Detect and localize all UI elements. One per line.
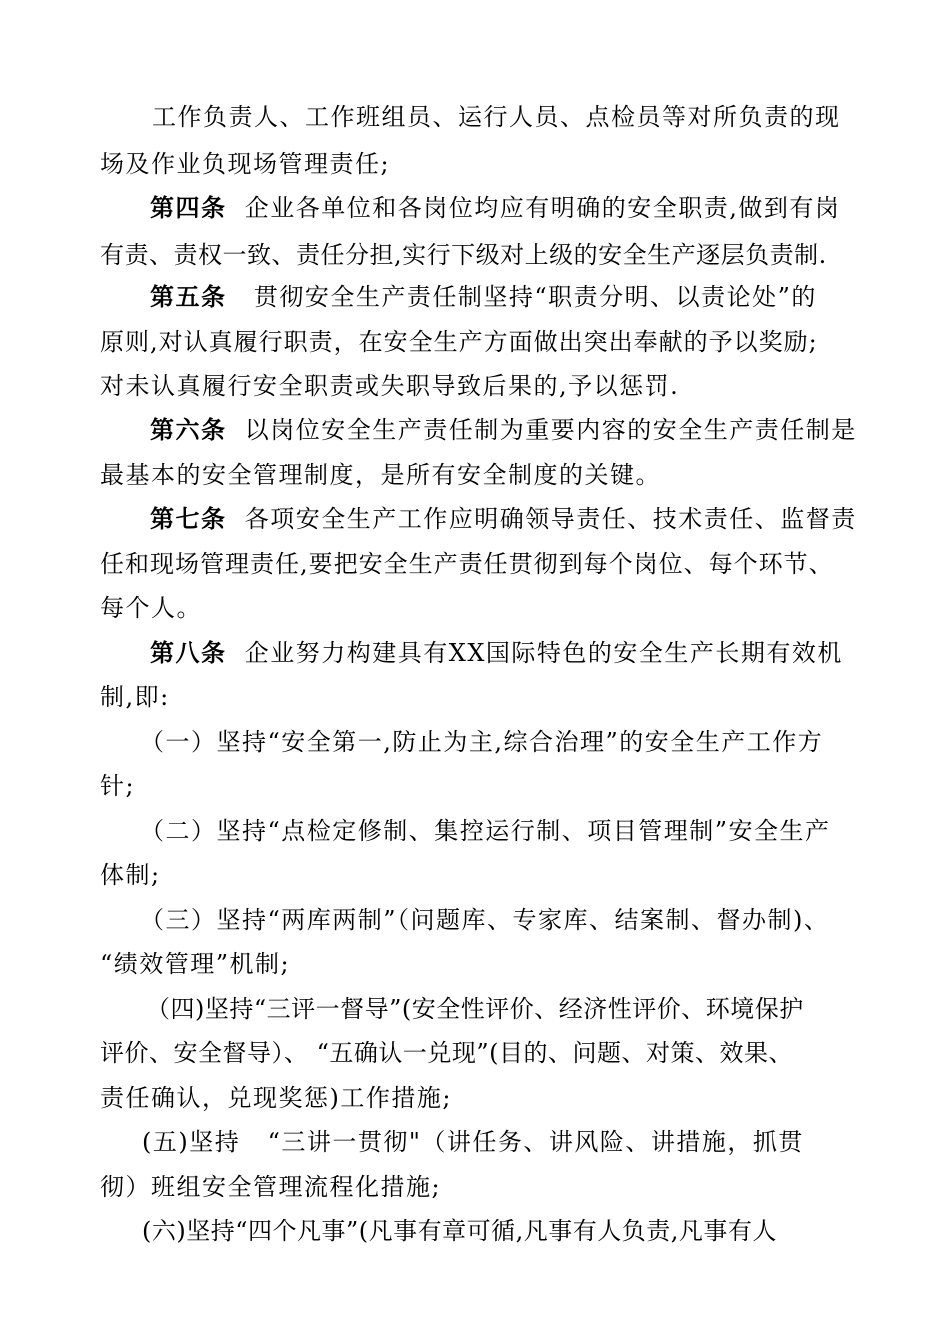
line-text: 原则,对认真履行职责，在安全生产方面做出突出奉献的予以奖励; xyxy=(100,328,818,356)
line-text: 企业各单位和各岗位均应有明确的安全职责,做到有岗 xyxy=(226,194,841,222)
text-line xyxy=(0,902,950,938)
text-line xyxy=(0,412,950,448)
line-text: 有责、责权一致、责任分担,实行下级对上级的安全生产逐层负责制. xyxy=(100,241,827,269)
text-line xyxy=(0,279,950,315)
article-heading: 第五条 xyxy=(150,283,227,311)
text-line xyxy=(0,991,950,1027)
line-text: 贯彻安全生产责任制坚持“职责分明、以责论处”的 xyxy=(226,283,817,311)
text-line xyxy=(0,324,950,360)
line-text: 制,即: xyxy=(100,683,170,711)
line-text: “绩效管理”机制; xyxy=(100,950,291,978)
text-line xyxy=(0,501,950,537)
line-text: （三）坚持“两库两制”（问题库、专家库、结案制、督办制)、 xyxy=(140,906,830,934)
line-text: 评价、安全督导）、 “五确认一兑现”(目的、问题、对策、效果、 xyxy=(100,1039,794,1067)
line-text: 工作负责人、工作班组员、运行人员、点检员等对所负责的现 xyxy=(152,103,841,131)
line-text: 对未认真履行安全职责或失职导致后果的,予以惩罚. xyxy=(100,372,680,400)
line-text: 针; xyxy=(100,772,136,800)
line-text: 最基本的安全管理制度，是所有安全制度的关键。 xyxy=(100,461,661,489)
text-line xyxy=(0,724,950,760)
text-line xyxy=(0,679,950,715)
text-line xyxy=(0,857,950,893)
text-line xyxy=(0,546,950,582)
text-line xyxy=(0,1213,950,1249)
article-heading: 第六条 xyxy=(150,416,227,444)
text-line xyxy=(0,457,950,493)
text-line xyxy=(0,99,950,135)
line-text: （四)坚持“三评一督导”(安全性评价、经济性评价、环境保护 xyxy=(146,995,804,1023)
line-text: 体制; xyxy=(100,861,161,889)
text-line xyxy=(0,1080,950,1116)
text-line xyxy=(0,813,950,849)
text-line xyxy=(0,146,950,182)
line-text: 责任确认，兑现奖惩)工作措施; xyxy=(100,1084,452,1112)
line-text: (六)坚持“四个凡事”(凡事有章可循,凡事有人负责,凡事有人 xyxy=(142,1217,777,1245)
text-line xyxy=(0,946,950,982)
line-text: （一）坚持“安全第一,防止为主,综合治理”的安全生产工作方 xyxy=(140,728,824,756)
line-text: 任和现场管理责任,要把安全生产责任贯彻到每个岗位、每个环节、 xyxy=(100,550,834,578)
text-line xyxy=(0,635,950,671)
text-line xyxy=(0,190,950,226)
line-text: 以岗位安全生产责任制为重要内容的安全生产责任制是 xyxy=(226,416,857,444)
line-text: 各项安全生产工作应明确领导责任、技术责任、监督责 xyxy=(226,505,857,533)
text-line xyxy=(0,1169,950,1205)
text-line xyxy=(0,237,950,273)
text-line xyxy=(0,590,950,626)
line-text: 企业努力构建具有XX国际特色的安全生产长期有效机 xyxy=(226,639,843,667)
line-text: (五)坚持 “三讲一贯彻"（讲任务、讲风险、讲措施，抓贯 xyxy=(142,1128,804,1156)
line-text: 场及作业负现场管理责任; xyxy=(100,150,391,178)
text-line xyxy=(0,768,950,804)
line-text: （二）坚持“点检定修制、集控运行制、项目管理制”安全生产 xyxy=(140,817,831,845)
text-line xyxy=(0,1124,950,1160)
text-line xyxy=(0,368,950,404)
text-line xyxy=(0,1035,950,1071)
article-heading: 第七条 xyxy=(150,505,227,533)
article-heading: 第四条 xyxy=(150,194,227,222)
line-text: 每个人。 xyxy=(100,594,202,622)
line-text: 彻）班组安全管理流程化措施; xyxy=(100,1173,442,1201)
article-heading: 第八条 xyxy=(150,639,227,667)
